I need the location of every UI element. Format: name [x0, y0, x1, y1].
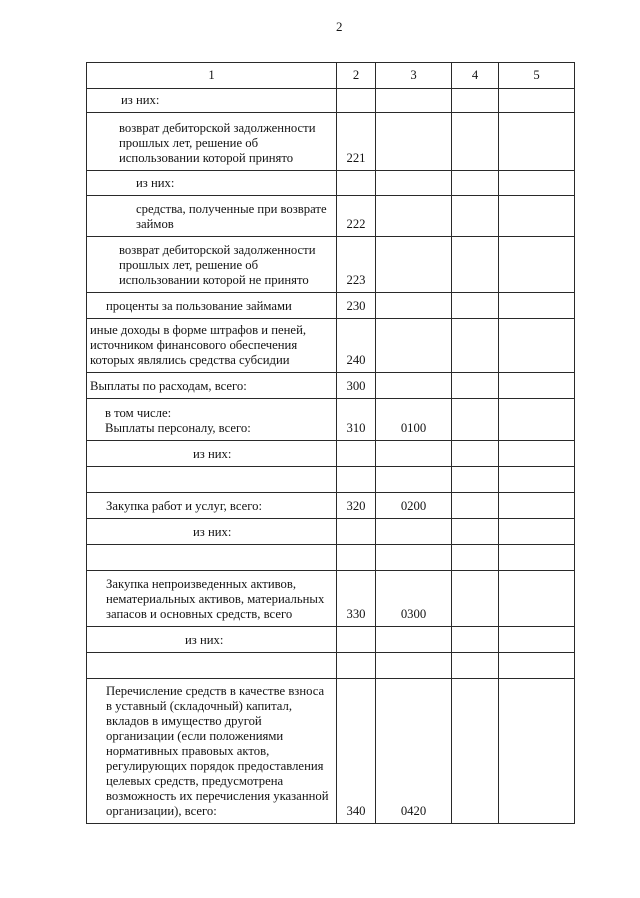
table-row-empty: [87, 545, 575, 571]
table-row: [87, 399, 575, 441]
row-label: из них:: [87, 627, 337, 653]
table-cell: [452, 441, 499, 467]
row-label: из них:: [87, 89, 337, 113]
table-row: [87, 293, 575, 319]
table-row-empty: [87, 653, 575, 679]
row-code: 320: [337, 493, 376, 519]
table-cell: [376, 653, 452, 679]
table-cell: [337, 627, 376, 653]
table-cell: [499, 493, 575, 519]
table-cell: [87, 653, 337, 679]
table-row: [87, 113, 575, 171]
table-cell: [452, 653, 499, 679]
row-code: 221: [337, 113, 376, 171]
table-cell: [452, 319, 499, 373]
table-cell: [452, 293, 499, 319]
table-cell: [452, 196, 499, 237]
column-header-2: 2: [337, 63, 376, 89]
table-cell: [499, 519, 575, 545]
table-cell: [376, 519, 452, 545]
table-row: [87, 627, 575, 653]
table-row: [87, 89, 575, 113]
table-cell: [376, 373, 452, 399]
row-label: Перечисление средств в качестве взноса в уставный (складочный) капитал, вкладов в имущество другой организации (если положениями нормативных правовых актов, регулирующих порядок предоставления целевых средств, предусмотрена возможность их перечисления указанной организации), всего:: [87, 679, 337, 824]
table-cell: [337, 545, 376, 571]
table-header-row: [87, 63, 575, 89]
table-cell: [87, 545, 337, 571]
row-label: из них:: [87, 519, 337, 545]
table-cell: [337, 519, 376, 545]
table-cell: [376, 545, 452, 571]
row-label: возврат дебиторской задолженности прошлых лет, решение об использовании которой не принято: [87, 237, 337, 293]
column-header-3: 3: [376, 63, 452, 89]
row-label: Выплаты по расходам, всего:: [87, 373, 337, 399]
table-cell: [376, 293, 452, 319]
table-row: [87, 196, 575, 237]
column-header-1: 1: [87, 63, 337, 89]
table-cell: [452, 493, 499, 519]
row-code-col3: 0100: [376, 399, 452, 441]
table-row: [87, 493, 575, 519]
table-cell: [499, 293, 575, 319]
column-header-5: 5: [499, 63, 575, 89]
row-code: 330: [337, 571, 376, 627]
table-cell: [452, 237, 499, 293]
table-cell: [499, 653, 575, 679]
table-cell: [452, 679, 499, 824]
row-code-col3: 0420: [376, 679, 452, 824]
row-code: 340: [337, 679, 376, 824]
table-cell: [376, 113, 452, 171]
table-cell: [452, 519, 499, 545]
table-cell: [499, 627, 575, 653]
row-code: 300: [337, 373, 376, 399]
table-cell: [376, 89, 452, 113]
table-cell: [452, 545, 499, 571]
table-cell: [337, 89, 376, 113]
row-code-col3: 0300: [376, 571, 452, 627]
row-label: Закупка непроизведенных активов, нематериальных активов, материальных запасов и основных средств, всего: [87, 571, 337, 627]
table-cell: [499, 89, 575, 113]
table-cell: [376, 467, 452, 493]
table-cell: [87, 467, 337, 493]
table-row: [87, 171, 575, 196]
table-cell: [452, 373, 499, 399]
table-cell: [376, 196, 452, 237]
table-cell: [499, 545, 575, 571]
table-cell: [376, 627, 452, 653]
table-cell: [452, 571, 499, 627]
row-code: 222: [337, 196, 376, 237]
table-cell: [499, 113, 575, 171]
table-cell: [452, 89, 499, 113]
table-cell: [337, 171, 376, 196]
table-row-empty: [87, 467, 575, 493]
table-row: [87, 519, 575, 545]
table-cell: [337, 653, 376, 679]
row-label: иные доходы в форме штрафов и пеней, источником финансового обеспечения которых являлись средства субсидии: [87, 319, 337, 373]
table-row: [87, 679, 575, 824]
table-cell: [376, 441, 452, 467]
page-number: 2: [336, 19, 343, 34]
row-label: средства, полученные при возврате займов: [87, 196, 337, 237]
table-cell: [337, 467, 376, 493]
table-row: [87, 319, 575, 373]
table-cell: [452, 399, 499, 441]
table-row: [87, 373, 575, 399]
table-cell: [376, 319, 452, 373]
table-cell: [499, 237, 575, 293]
table-row: [87, 441, 575, 467]
column-header-4: 4: [452, 63, 499, 89]
row-code-col3: 0200: [376, 493, 452, 519]
row-code: 240: [337, 319, 376, 373]
row-code: 310: [337, 399, 376, 441]
row-label: в том числе: Выплаты персоналу, всего:: [87, 399, 337, 441]
table-cell: [452, 171, 499, 196]
table-cell: [499, 373, 575, 399]
row-label: проценты за пользование займами: [87, 293, 337, 319]
report-table: [86, 62, 575, 824]
table-cell: [499, 171, 575, 196]
table-cell: [499, 571, 575, 627]
row-code: 230: [337, 293, 376, 319]
row-label: из них:: [87, 441, 337, 467]
table-body: [87, 63, 575, 824]
table-cell: [499, 467, 575, 493]
table-cell: [376, 171, 452, 196]
table-cell: [499, 679, 575, 824]
table-row: [87, 237, 575, 293]
row-label: из них:: [87, 171, 337, 196]
table-cell: [452, 113, 499, 171]
table-cell: [499, 196, 575, 237]
row-label: возврат дебиторской задолженности прошлых лет, решение об использовании которой принято: [87, 113, 337, 171]
table-cell: [499, 399, 575, 441]
row-label: Закупка работ и услуг, всего:: [87, 493, 337, 519]
table-cell: [499, 441, 575, 467]
table-row: [87, 571, 575, 627]
table-cell: [452, 467, 499, 493]
table-cell: [376, 237, 452, 293]
table-cell: [499, 319, 575, 373]
table-cell: [452, 627, 499, 653]
table-cell: [337, 441, 376, 467]
row-code: 223: [337, 237, 376, 293]
